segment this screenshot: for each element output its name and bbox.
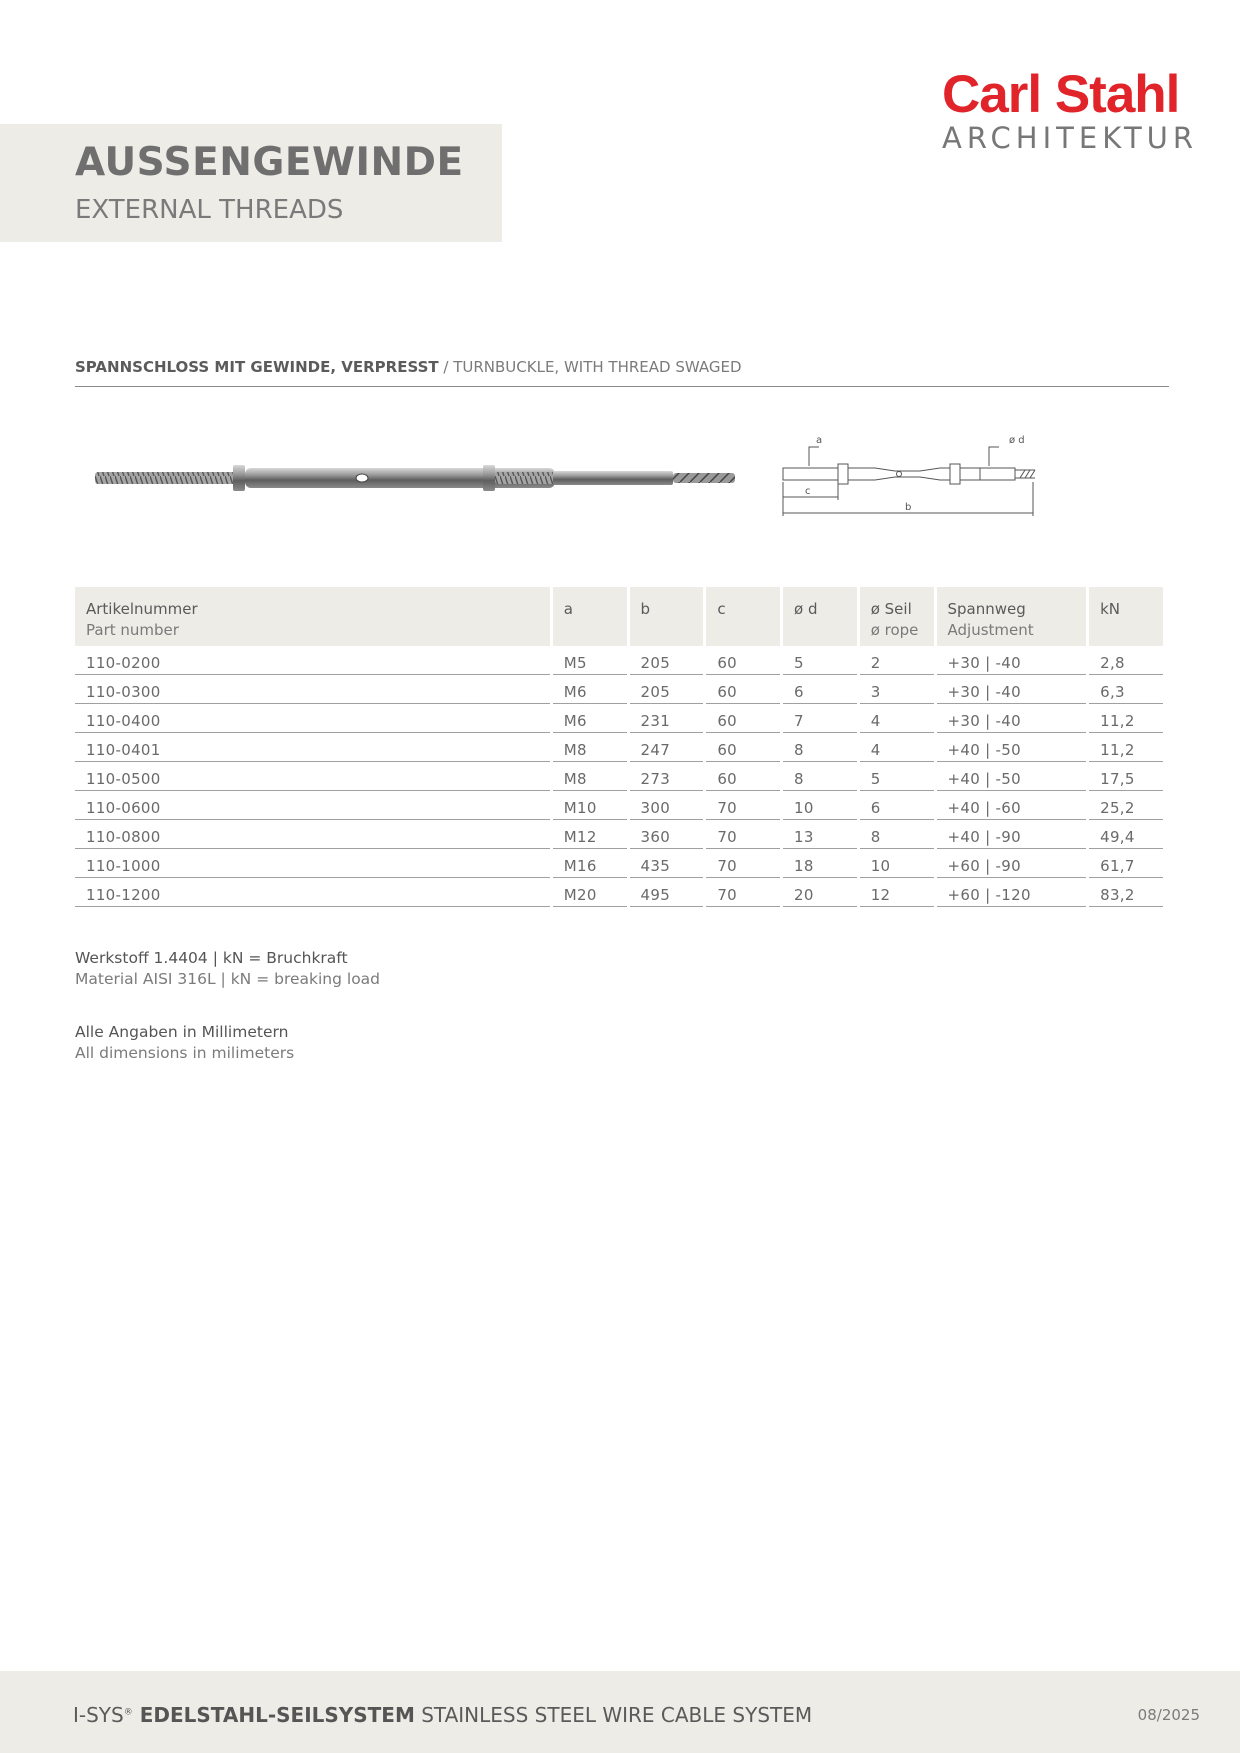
table-cell: 83,2 [1089,878,1163,907]
table-cell: +40 | -50 [937,733,1087,762]
column-header-de: a [563,600,573,618]
table-cell: 5 [860,762,934,791]
section-heading-sep: / [438,358,454,376]
table-row [75,791,1163,820]
table-cell: 6 [783,675,857,704]
table-cell: 110-0200 [75,646,550,675]
column-header-en: ø rope [870,621,919,639]
table-cell: 11,2 [1089,704,1163,733]
table-body [75,646,1163,907]
table-cell: M8 [553,733,627,762]
table-cell: 4 [860,704,934,733]
table-cell: 25,2 [1089,791,1163,820]
table-cell: 435 [630,849,704,878]
table-cell: 110-0300 [75,675,550,704]
column-header-de: Artikelnummer [86,600,198,618]
column-header-de: c [717,600,726,618]
table-cell: 110-0600 [75,791,550,820]
column-header [783,587,857,646]
column-header [553,587,627,646]
column-header [630,587,704,646]
table-cell: 360 [630,820,704,849]
table-cell: 300 [630,791,704,820]
table-cell: 4 [860,733,934,762]
footer-title-strong: EDELSTAHL-SEILSYSTEM [132,1703,415,1727]
table-row [75,646,1163,675]
table-cell: +40 | -90 [937,820,1087,849]
dimensions-note-de: Alle Angaben in Millimetern [75,1023,289,1041]
table-cell: 110-0500 [75,762,550,791]
table-cell: 2,8 [1089,646,1163,675]
table-cell: M6 [553,675,627,704]
table-cell: 8 [860,820,934,849]
table-cell: 70 [706,791,780,820]
table-cell: +60 | -90 [937,849,1087,878]
footer-brand: I-SYS [73,1703,124,1727]
table-cell: 60 [706,675,780,704]
table-cell: 247 [630,733,704,762]
table-cell: 205 [630,675,704,704]
table-cell: M16 [553,849,627,878]
turnbuckle-photo [90,452,740,502]
brand-logo [942,65,1199,155]
page-subtitle: EXTERNAL THREADS [75,195,344,225]
section-heading-de: SPANNSCHLOSS MIT GEWINDE, VERPRESST [75,358,439,376]
drawing-label-a: a [816,435,823,446]
table-cell: 8 [783,762,857,791]
table-row [75,675,1163,704]
footer-date: 08/2025 [1137,1706,1200,1724]
brand-name: Carl Stahl [942,65,1180,124]
material-note-en: Material AISI 316L | kN = breaking load [75,970,381,988]
table-cell: +30 | -40 [937,646,1087,675]
table-cell: +40 | -60 [937,791,1087,820]
column-header [860,587,934,646]
table-cell: 273 [630,762,704,791]
table-cell: 6,3 [1089,675,1163,704]
table-cell: 20 [783,878,857,907]
table-cell: 13 [783,820,857,849]
table-cell: 11,2 [1089,733,1163,762]
table-cell: 70 [706,878,780,907]
table-row [75,878,1163,907]
table-cell: 10 [860,849,934,878]
table-cell: 5 [783,646,857,675]
table-cell: 205 [630,646,704,675]
table-cell: +30 | -40 [937,704,1087,733]
footer-title [73,1703,812,1727]
table-cell: 110-1000 [75,849,550,878]
table-cell: 7 [783,704,857,733]
table-cell: 10 [783,791,857,820]
column-header [75,587,550,646]
page-title: AUSSENGEWINDE [75,140,464,185]
table-cell: M20 [553,878,627,907]
table-cell: 12 [860,878,934,907]
table-cell: 2 [860,646,934,675]
material-note [75,948,380,990]
table-cell: 110-1200 [75,878,550,907]
table-cell: 61,7 [1089,849,1163,878]
section-heading [75,358,1169,387]
table-cell: 110-0400 [75,704,550,733]
table-cell: 70 [706,849,780,878]
table-cell: 49,4 [1089,820,1163,849]
column-header-de: b [640,600,651,618]
table-cell: 495 [630,878,704,907]
column-header [706,587,780,646]
table-cell: +60 | -120 [937,878,1087,907]
table-row [75,762,1163,791]
drawing-label-b: b [905,502,912,513]
table-header-row [75,587,1163,646]
table-cell: M10 [553,791,627,820]
column-header-en: Adjustment [947,621,1034,639]
material-note-de: Werkstoff 1.4404 | kN = Bruchkraft [75,949,348,967]
table-row [75,704,1163,733]
table-cell: +40 | -50 [937,762,1087,791]
column-header-de: kN [1100,600,1121,618]
column-header-de: Spannweg [947,600,1026,618]
table-row [75,849,1163,878]
dimensions-note-en: All dimensions in milimeters [75,1044,295,1062]
drawing-label-c: c [805,486,811,497]
table-cell: 17,5 [1089,762,1163,791]
table-cell: 60 [706,762,780,791]
column-header [1089,587,1163,646]
table-cell: +30 | -40 [937,675,1087,704]
table-cell: M12 [553,820,627,849]
table-cell: 70 [706,820,780,849]
table-row [75,733,1163,762]
table-cell: 18 [783,849,857,878]
table-cell: 3 [860,675,934,704]
table-cell: 110-0401 [75,733,550,762]
section-heading-en: TURNBUCKLE, WITH THREAD SWAGED [453,358,742,376]
table-cell: 231 [630,704,704,733]
table-cell: M6 [553,704,627,733]
column-header-de: ø d [794,600,818,618]
turnbuckle-dimension-drawing [775,430,1075,525]
table-cell: 60 [706,646,780,675]
footer-title-rest: STAINLESS STEEL WIRE CABLE SYSTEM [414,1703,813,1727]
table-cell: 60 [706,704,780,733]
table-cell: M5 [553,646,627,675]
drawing-label-d: ø d [1009,435,1025,446]
table-cell: 6 [860,791,934,820]
table-cell: 60 [706,733,780,762]
brand-subtitle: ARCHITEKTUR [942,121,1199,155]
column-header-de: ø Seil [870,600,912,618]
table-row [75,820,1163,849]
table-cell: 8 [783,733,857,762]
column-header [937,587,1087,646]
dimensions-note [75,1022,294,1064]
spec-table [72,587,1166,907]
table-cell: 110-0800 [75,820,550,849]
table-cell: M8 [553,762,627,791]
column-header-en: Part number [86,621,179,639]
footer-registered-mark: ® [123,1707,133,1718]
